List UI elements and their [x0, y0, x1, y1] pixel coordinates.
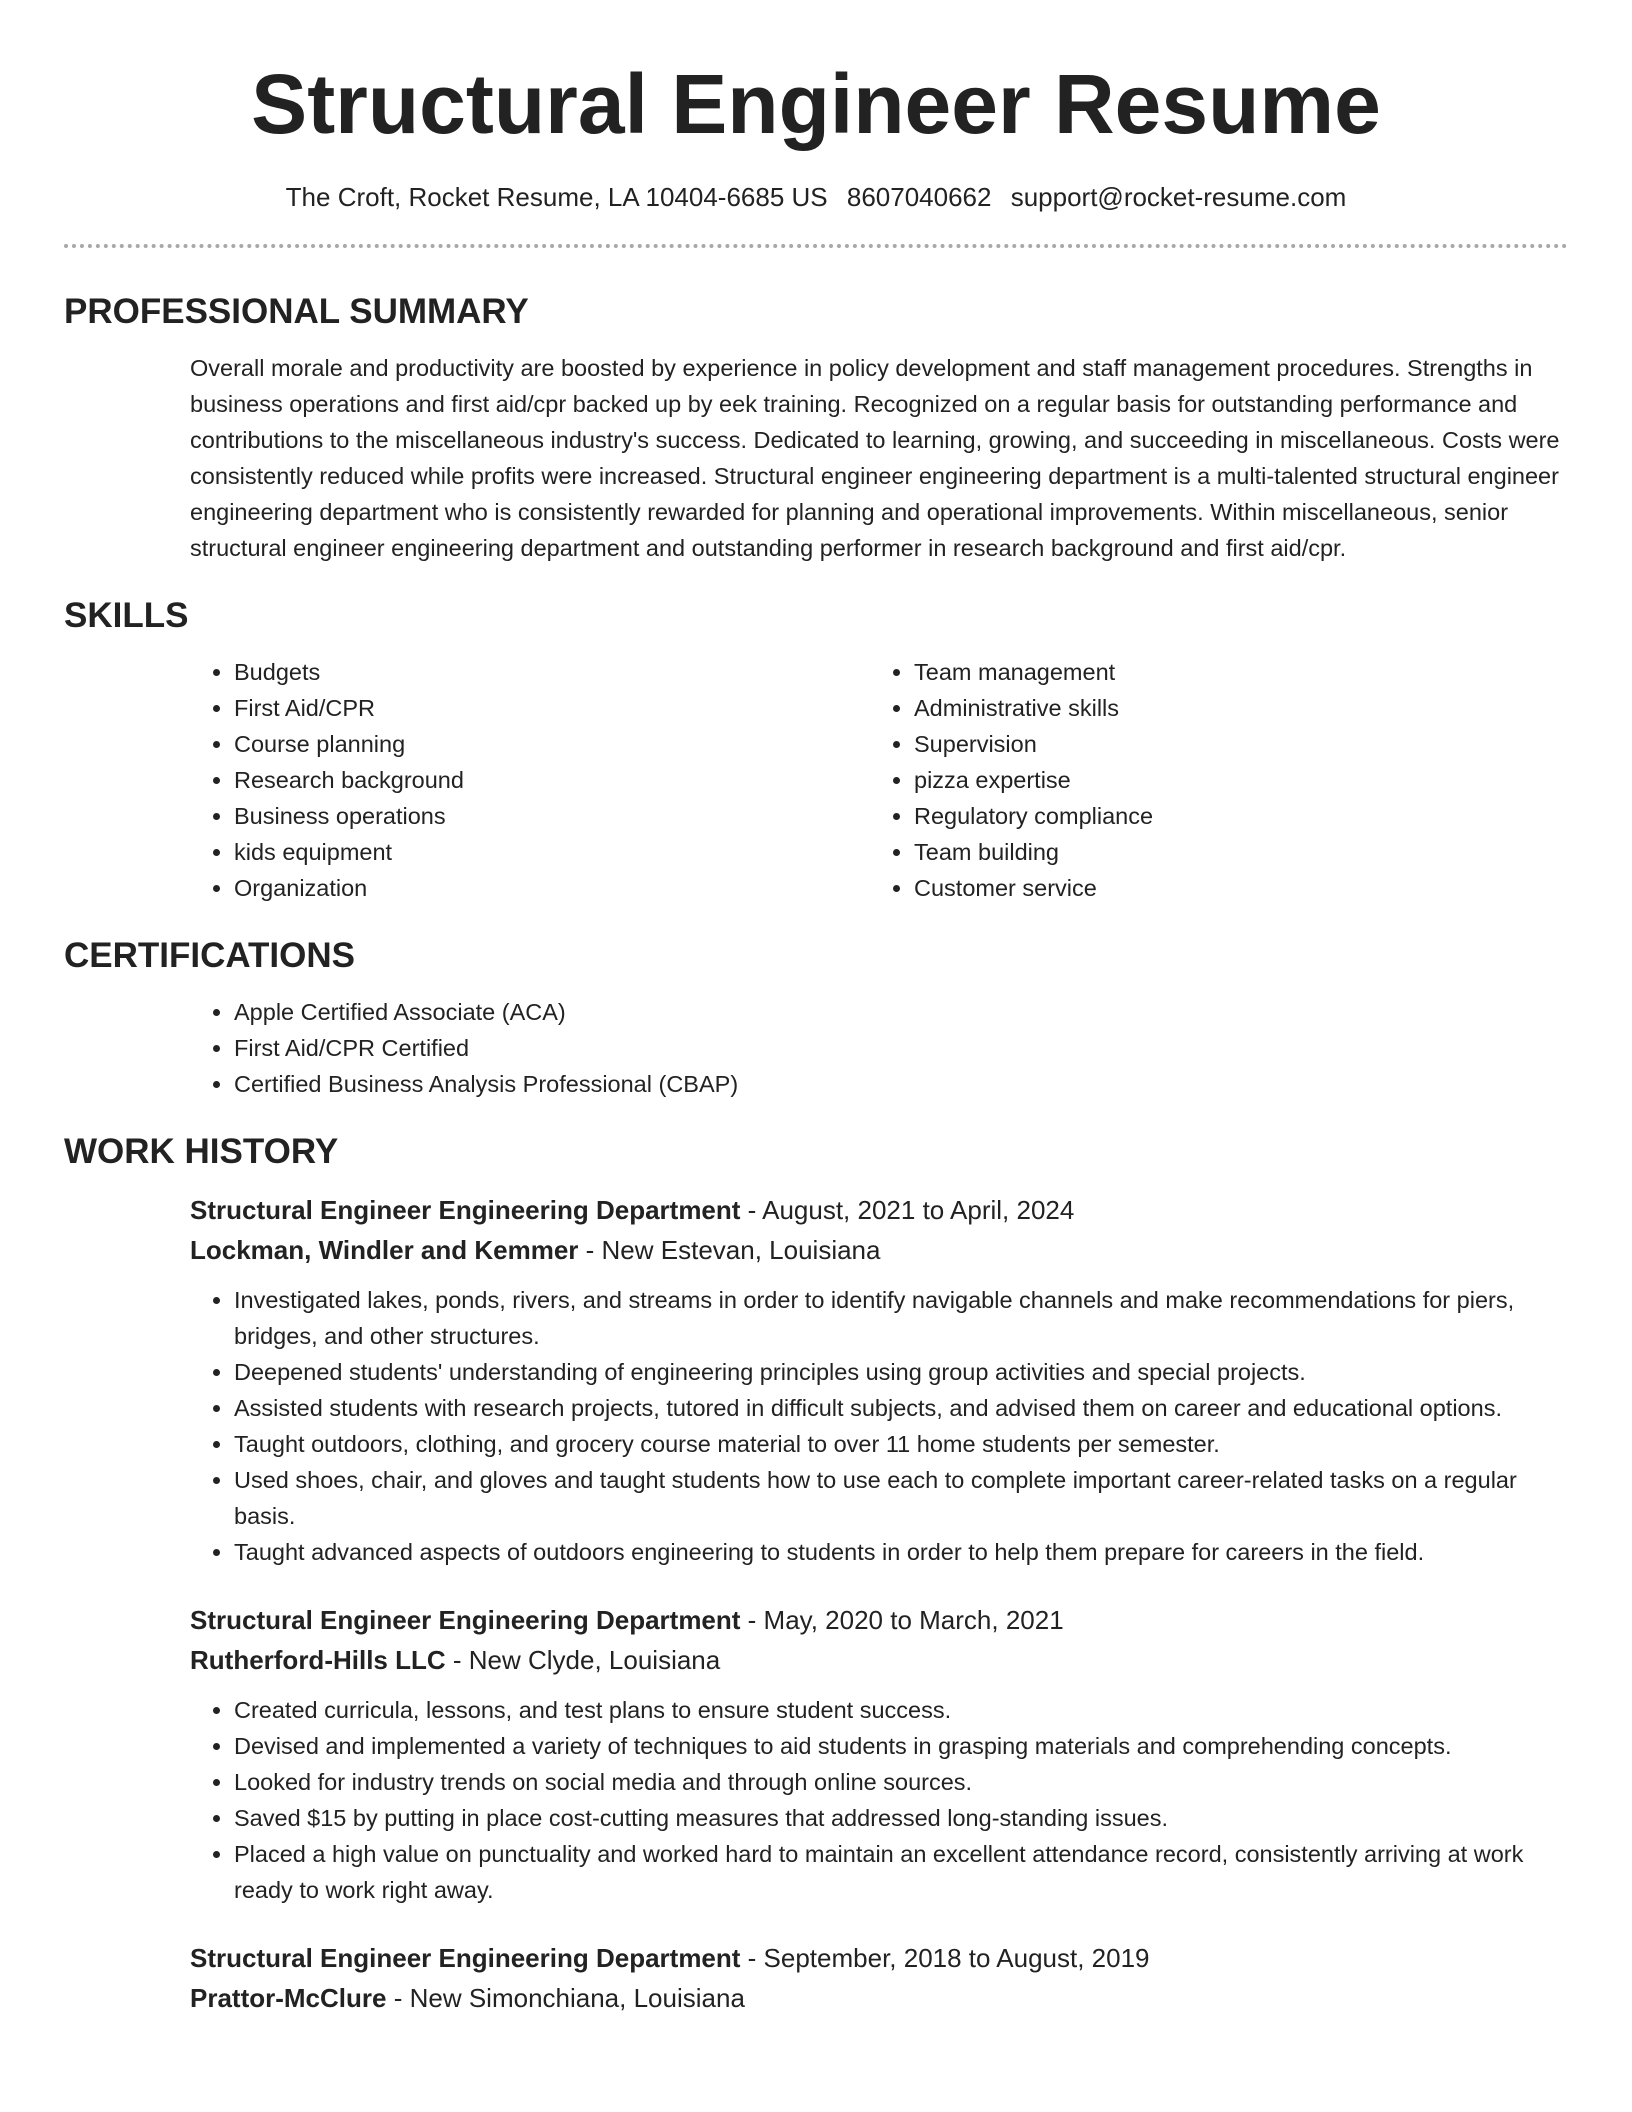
- job-bullet: • Saved $15 by putting in place cost-cutting measures that addressed long-standing issues.: [234, 1800, 1568, 1836]
- job-title: Structural Engineer Engineering Department: [190, 1943, 741, 1973]
- job-bullet: • Taught outdoors, clothing, and grocery course material to over 11 home students per semester.: [234, 1426, 1568, 1462]
- job-bullet: • Looked for industry trends on social media and through online sources.: [234, 1764, 1568, 1800]
- certification-item: • First Aid/CPR Certified: [234, 1030, 1568, 1066]
- skill-item: • Team management: [914, 654, 1550, 690]
- contact-email: support@rocket-resume.com: [1010, 182, 1347, 212]
- skill-item: • Team building: [914, 834, 1550, 870]
- job-dates: - September, 2018 to August, 2019: [740, 1943, 1150, 1973]
- skill-item: • Customer service: [914, 870, 1550, 906]
- job-title-line: [190, 1600, 1568, 1640]
- certification-item: • Apple Certified Associate (ACA): [234, 994, 1568, 1030]
- job-bullet: • Investigated lakes, ponds, rivers, and streams in order to identify navigable channels and make recommendations for piers, bridges, and other structures.: [234, 1282, 1568, 1354]
- summary-text: Overall morale and productivity are boosted by experience in policy development and staff management procedures. Strengths in business operations and first aid/cpr backed up by eek training. Recognized on a regular basis for outstanding performance and contributions to the miscellaneous industry's success. Dedicated to learning, growing, and succeeding in miscellaneous. Costs were consistently reduced while profits were increased. Structural engineer engineering department is a multi-talented structural engineer engineering department who is consistently rewarded for planning and operational improvements. Within miscellaneous, senior structural engineer engineering department and outstanding performer in research background and first aid/cpr.: [190, 355, 1560, 561]
- certifications-heading: CERTIFICATIONS: [64, 936, 356, 975]
- job-location: - New Clyde, Louisiana: [445, 1645, 721, 1675]
- contact-phone: 8607040662: [846, 182, 992, 212]
- job-title-line: [190, 1938, 1568, 1978]
- job-company: Rutherford-Hills LLC: [190, 1645, 446, 1675]
- contact-line: [64, 180, 1568, 214]
- skills-column-left: [190, 654, 870, 906]
- work-history-heading: WORK HISTORY: [64, 1132, 339, 1171]
- job-dates: - August, 2021 to April, 2024: [740, 1195, 1075, 1225]
- skill-item: • Budgets: [234, 654, 870, 690]
- skill-item: • Business operations: [234, 798, 870, 834]
- job-bullet: • Devised and implemented a variety of techniques to aid students in grasping materials and comprehending concepts.: [234, 1728, 1568, 1764]
- job-bullet: • Used shoes, chair, and gloves and taught students how to use each to complete important career-related tasks on a regular basis.: [234, 1462, 1568, 1534]
- skill-item: • Administrative skills: [914, 690, 1550, 726]
- job-company-line: [190, 1978, 1568, 2018]
- job-company-line: [190, 1230, 1568, 1270]
- job-entry: [190, 1938, 1568, 2018]
- job-bullets: [190, 1282, 1568, 1570]
- job-entry: [190, 1190, 1568, 1570]
- certification-item: • Certified Business Analysis Professional (CBAP): [234, 1066, 1568, 1102]
- skill-item: • kids equipment: [234, 834, 870, 870]
- job-location: - New Simonchiana, Louisiana: [386, 1983, 745, 2013]
- skills-column-right: [870, 654, 1550, 906]
- job-title: Structural Engineer Engineering Department: [190, 1195, 741, 1225]
- job-bullet: • Assisted students with research projects, tutored in difficult subjects, and advised them on career and educational options.: [234, 1390, 1568, 1426]
- job-title: Structural Engineer Engineering Department: [190, 1605, 741, 1635]
- skill-item: • First Aid/CPR: [234, 690, 870, 726]
- job-bullet: • Placed a high value on punctuality and worked hard to maintain an excellent attendance record, consistently arriving at work ready to work right away.: [234, 1836, 1568, 1908]
- skills-list: [190, 654, 1568, 906]
- skill-item: • Regulatory compliance: [914, 798, 1550, 834]
- job-bullet: • Taught advanced aspects of outdoors engineering to students in order to help them prepare for careers in the field.: [234, 1534, 1568, 1570]
- certifications-list: [190, 994, 1568, 1102]
- header-divider: [64, 244, 1568, 248]
- summary-heading: PROFESSIONAL SUMMARY: [64, 292, 529, 331]
- job-entry: [190, 1600, 1568, 1908]
- job-company: Lockman, Windler and Kemmer: [190, 1235, 579, 1265]
- skill-item: • Course planning: [234, 726, 870, 762]
- skill-item: • pizza expertise: [914, 762, 1550, 798]
- job-company: Prattor-McClure: [190, 1983, 387, 2013]
- resume-title: Structural Engineer Resume: [251, 57, 1381, 151]
- skill-item: • Organization: [234, 870, 870, 906]
- skills-heading: SKILLS: [64, 596, 189, 635]
- job-title-line: [190, 1190, 1568, 1230]
- contact-address: The Croft, Rocket Resume, LA 10404-6685 US: [285, 182, 828, 212]
- job-bullet: • Deepened students' understanding of engineering principles using group activities and special projects.: [234, 1354, 1568, 1390]
- skill-item: • Research background: [234, 762, 870, 798]
- job-bullets: [190, 1692, 1568, 1908]
- job-company-line: [190, 1640, 1568, 1680]
- job-dates: - May, 2020 to March, 2021: [740, 1605, 1064, 1635]
- job-bullet: • Created curricula, lessons, and test plans to ensure student success.: [234, 1692, 1568, 1728]
- job-location: - New Estevan, Louisiana: [578, 1235, 881, 1265]
- skill-item: • Supervision: [914, 726, 1550, 762]
